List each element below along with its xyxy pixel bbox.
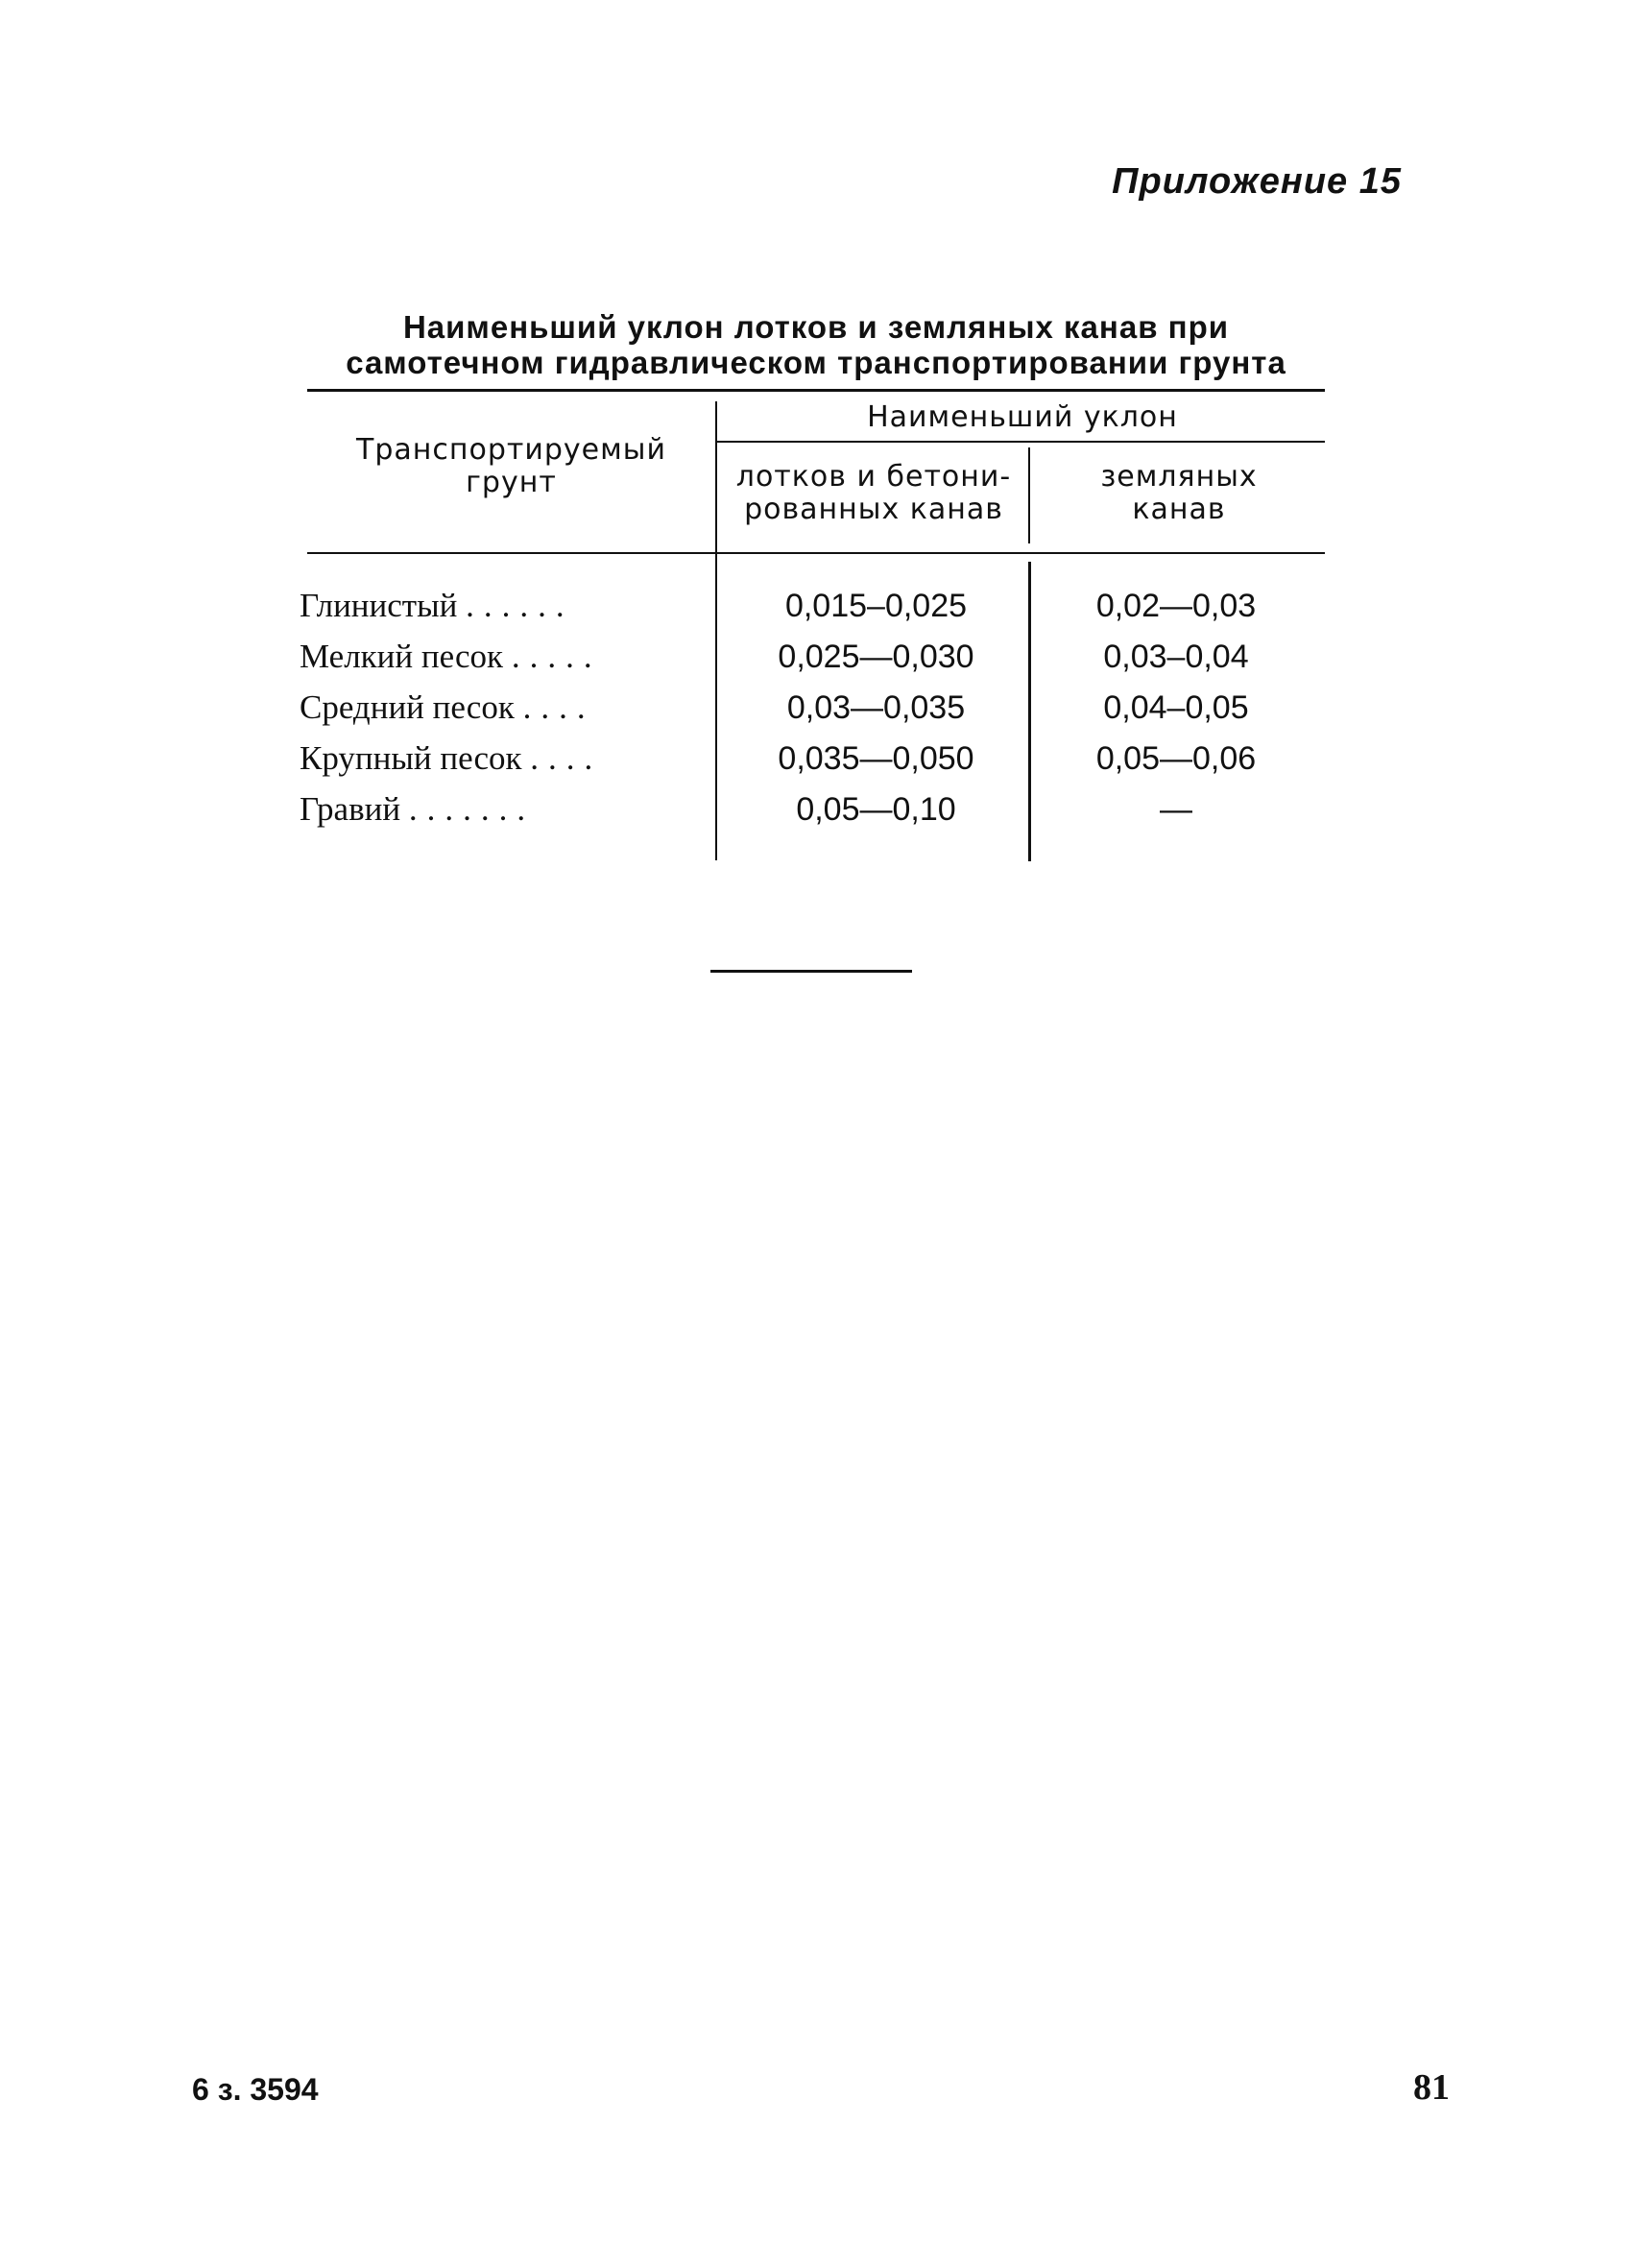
soil-cell — [300, 581, 703, 631]
leader-dots: .... — [530, 739, 603, 777]
soil-cell — [300, 683, 703, 733]
page-number: 81 — [1413, 2067, 1450, 2108]
soil-name: Мелкий песок — [300, 638, 504, 675]
table-row — [0, 581, 1634, 631]
soil-cell — [300, 632, 703, 682]
header-soil-line-1: Транспортируемый — [356, 433, 666, 467]
header-trays-line-2: рованных канав — [744, 493, 1003, 526]
table-title-line-2: самотечном гидравлическом транспортировании грунта — [346, 345, 1286, 380]
leader-dots: ...... — [466, 587, 574, 624]
ditches-slope: 0,05—0,06 — [1095, 740, 1257, 777]
column-divider-2 — [1028, 447, 1030, 543]
table-title — [307, 309, 1325, 380]
trays-slope: 0,03—0,035 — [786, 689, 966, 726]
group-header-rule — [715, 441, 1325, 443]
table-row — [0, 632, 1634, 682]
soil-cell — [300, 784, 703, 834]
header-trays — [720, 461, 1027, 526]
soil-name: Крупный песок — [300, 739, 522, 777]
header-soil — [317, 434, 706, 499]
header-soil-line-2: грунт — [466, 466, 557, 499]
header-ditches-line-1: земляных — [1100, 460, 1258, 494]
soil-cell — [300, 734, 703, 784]
trays-slope: 0,025—0,030 — [778, 639, 974, 675]
header-trays-line-1: лотков и бетони- — [735, 460, 1012, 494]
ditches-slope: 0,04–0,05 — [1103, 689, 1249, 726]
leader-dots: ....... — [408, 790, 536, 828]
table-top-rule — [307, 389, 1325, 392]
soil-name: Гравий — [300, 790, 401, 828]
ditches-slope: 0,03–0,04 — [1103, 639, 1249, 675]
leader-dots: ..... — [511, 638, 602, 675]
soil-name: Средний песок — [300, 688, 515, 726]
trays-slope: 0,035—0,050 — [778, 740, 974, 777]
table-row — [0, 784, 1634, 834]
appendix-label: Приложение 15 — [1112, 161, 1402, 202]
section-end-rule — [710, 970, 912, 973]
trays-slope: 0,015–0,025 — [784, 588, 968, 624]
trays-slope: 0,05—0,10 — [796, 791, 956, 828]
header-ditches — [1035, 461, 1323, 526]
soil-name: Глинистый — [300, 587, 458, 624]
header-ditches-line-2: канав — [1132, 493, 1226, 526]
header-bottom-rule — [307, 552, 1325, 554]
ditches-slope: — — [1160, 791, 1192, 828]
table-row — [0, 683, 1634, 733]
table-title-line-1: Наименьший уклон лотков и земляных канав при — [402, 309, 1230, 345]
ditches-slope: 0,02—0,03 — [1095, 588, 1257, 624]
print-order-number: 6 з. 3594 — [192, 2072, 319, 2107]
table-row — [0, 734, 1634, 784]
header-group: Наименьший уклон — [867, 400, 1178, 434]
leader-dots: .... — [522, 688, 595, 726]
